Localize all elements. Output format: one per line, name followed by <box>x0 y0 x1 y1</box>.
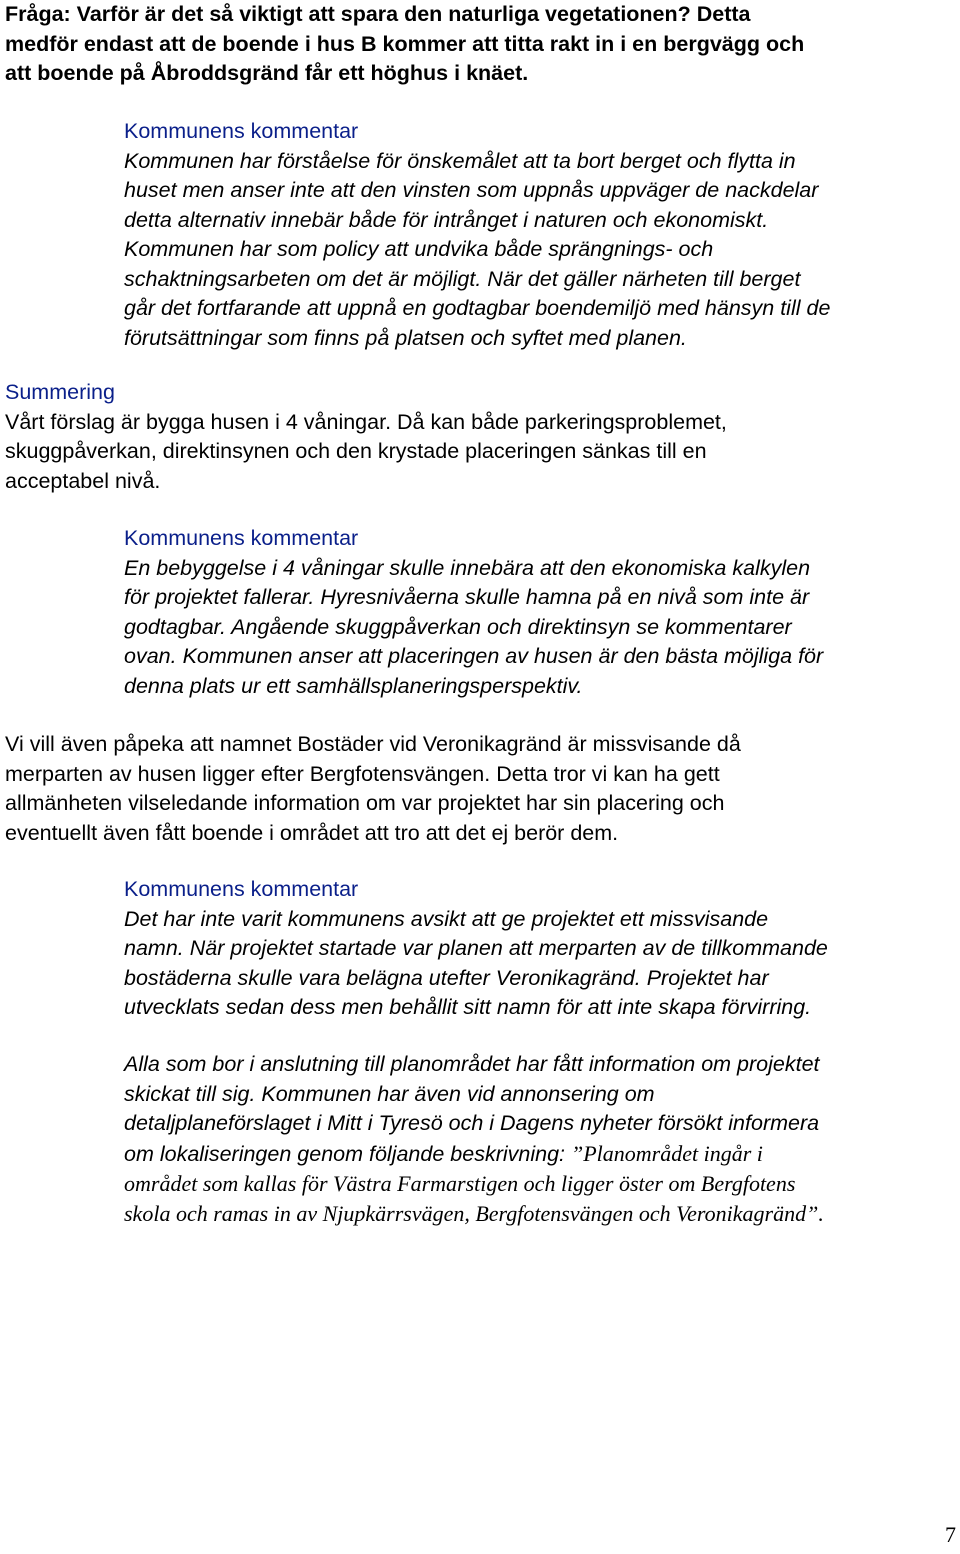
quote-line: området som kallas för Västra Farmarstigen och ligger öster om Bergfotens <box>124 1171 796 1196</box>
comment-section-2 <box>124 524 958 701</box>
comment-line: Kommunen har som policy att undvika både sprängnings- och <box>124 237 714 261</box>
statement-line: merparten av husen ligger efter Bergfotensvängen. Detta tror vi kan ha gett <box>5 761 720 786</box>
comment-line: ovan. Kommunen anser att placeringen av husen är den bästa möjliga för <box>124 644 824 668</box>
summary-heading: Summering <box>5 380 115 404</box>
comment-line: Kommunen har förståelse för önskemålet att ta bort berget och flytta in <box>124 148 796 173</box>
comment-line: denna plats ur ett samhällsplaneringsperspektiv. <box>124 673 583 698</box>
question-paragraph <box>5 0 955 89</box>
statement-line: Vi vill även påpeka att namnet Bostäder vid Veronikagränd är missvisande då <box>5 732 741 756</box>
comment-line: huset men anser inte att den vinsten som uppnås uppväger de nackdelar <box>124 178 819 202</box>
summary-line: Vårt förslag är bygga husen i 4 våningar. Då kan både parkeringsproblemet, <box>5 409 727 434</box>
statement-paragraph <box>5 730 955 848</box>
comment-line-text: om lokaliseringen genom följande beskrivning: <box>124 1141 566 1166</box>
comment-line: skickat till sig. Kommunen har även vid annonsering om <box>124 1081 655 1106</box>
comment-section-3-paragraph-2 <box>124 1050 958 1228</box>
comment-line: Alla som bor i anslutning till planområdet har fått information om projektet <box>124 1052 820 1076</box>
comment-line: detaljplaneförslaget i Mitt i Tyresö och i Dagens nyheter försökt informera <box>124 1111 820 1135</box>
comment-line: godtagbar. Angående skuggpåverkan och direktinsyn se kommentarer <box>124 614 792 639</box>
summary-line: skuggpåverkan, direktinsynen och den krystade placeringen sänkas till en <box>5 439 707 463</box>
question-line: Fråga: Varför är det så viktigt att spara den naturliga vegetationen? Detta <box>5 2 751 26</box>
comment-line: schaktningsarbeten om det är möjligt. När det gäller närheten till berget <box>124 266 801 291</box>
statement-line: allmänheten vilseledande information om var projektet har sin placering och <box>5 791 725 815</box>
comment-section-3 <box>124 875 958 1023</box>
summary-section <box>5 378 955 496</box>
comment-line: detta alternativ innebär både för intrånget i naturen och ekonomiskt. <box>124 207 769 232</box>
quote-line: skola och ramas in av Njupkärrsvägen, Bergfotensvängen och Veronikagränd”. <box>124 1200 824 1226</box>
question-line: medför endast att de boende i hus B kommer att titta rakt in i en bergvägg och <box>5 31 805 56</box>
page-number: 7 <box>945 1522 956 1547</box>
comment-heading: Kommunens kommentar <box>124 526 359 550</box>
comment-line: En bebyggelse i 4 våningar skulle innebära att den ekonomiska kalkylen <box>124 555 811 580</box>
comment-line <box>124 1139 958 1170</box>
comment-heading: Kommunens kommentar <box>124 877 359 901</box>
quote-text: ”Planområdet ingår i <box>571 1140 763 1166</box>
comment-line: utvecklats sedan dess men behållit sitt namn för att inte skapa förvirring. <box>124 995 812 1019</box>
comment-line: för projektet fallerar. Hyresnivåerna skulle hamna på en nivå som inte är <box>124 585 810 609</box>
comment-section-1 <box>124 117 958 353</box>
comment-line: förutsättningar som finns på platsen och syftet med planen. <box>124 325 687 350</box>
comment-line: bostäderna skulle vara belägna utefter Veronikagränd. Projektet har <box>124 965 769 990</box>
comment-line: Det har inte varit kommunens avsikt att ge projektet ett missvisande <box>124 906 769 931</box>
question-line: att boende på Åbroddsgränd får ett höghus i knäet. <box>5 61 529 85</box>
comment-line: namn. När projektet startade var planen att merparten av de tillkommande <box>124 936 828 960</box>
comment-line: går det fortfarande att uppnå en godtagbar boendemiljö med hänsyn till de <box>124 296 831 320</box>
summary-line: acceptabel nivå. <box>5 468 161 493</box>
comment-heading: Kommunens kommentar <box>124 119 359 143</box>
statement-line: eventuellt även fått boende i området att tro att det ej berör dem. <box>5 820 619 845</box>
